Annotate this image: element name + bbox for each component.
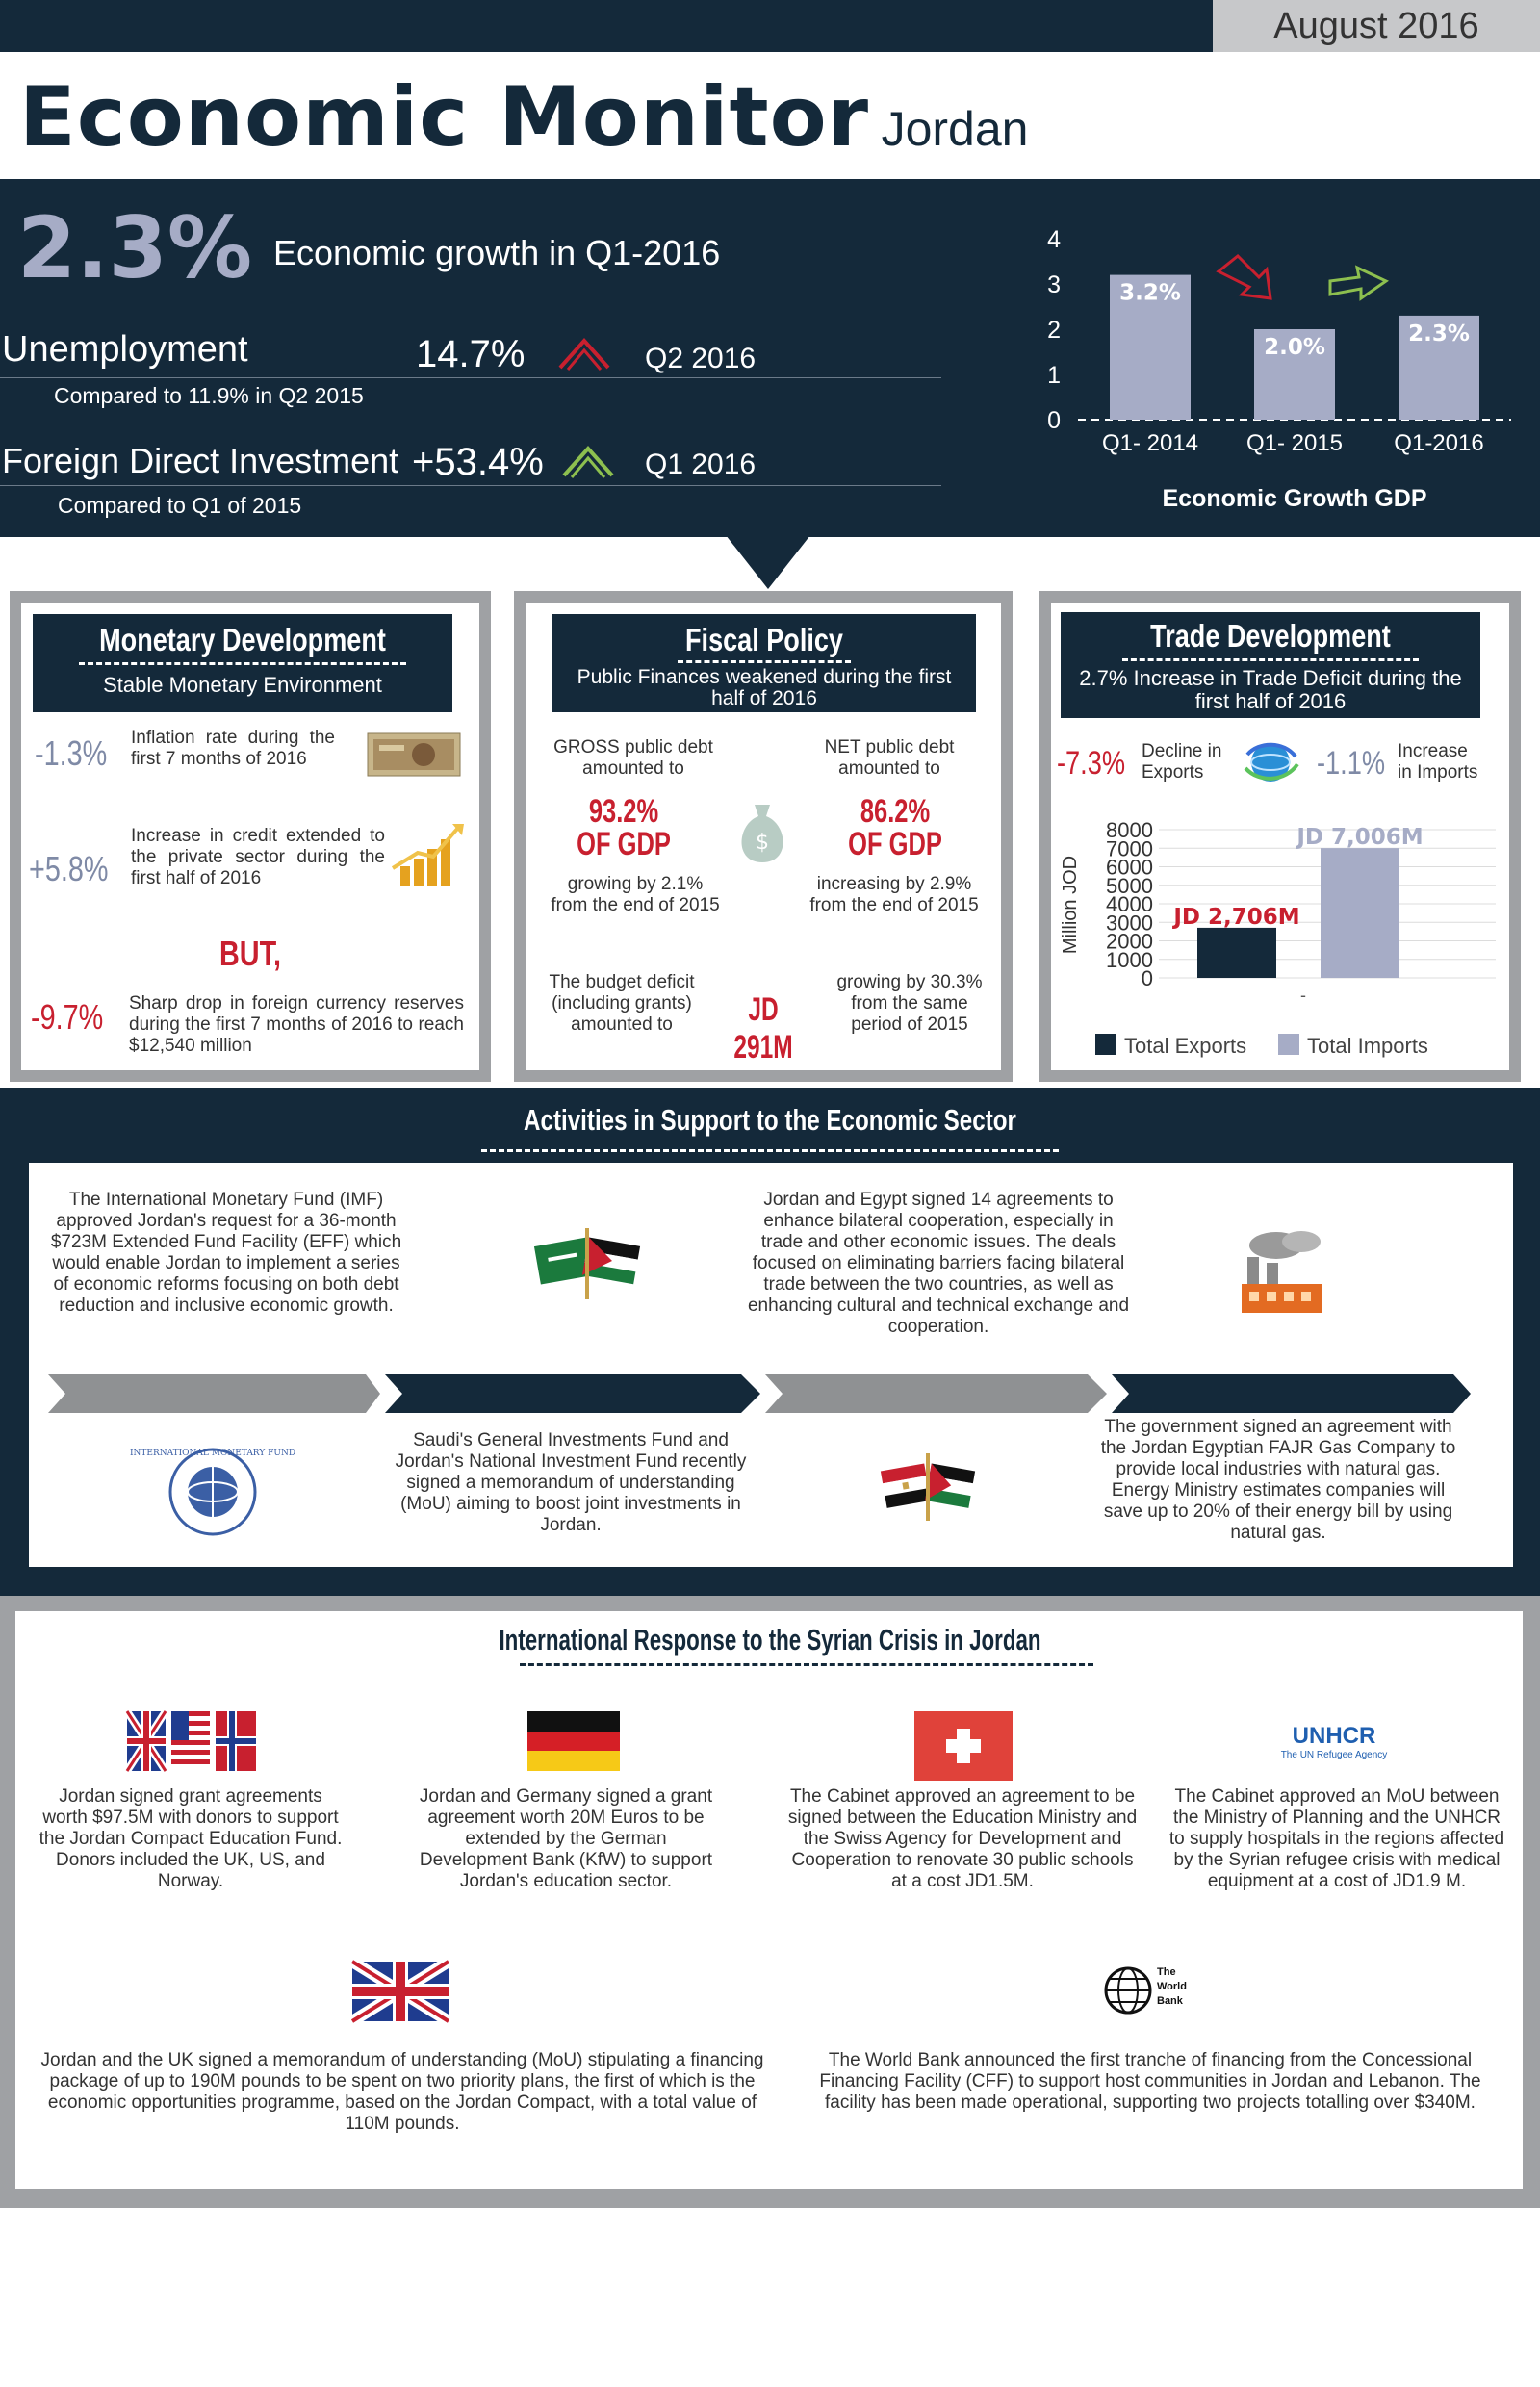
right-arrow-green-shape bbox=[1330, 268, 1386, 298]
exports-change: -7.3% bbox=[1057, 745, 1126, 782]
inflation-value: -1.3% bbox=[35, 733, 108, 773]
but-label: BUT, bbox=[219, 934, 281, 973]
response-donors-text: Jordan signed grant agreements worth $97.5M with donors to support the Jordan Compact Education Fund. Donors included the UK, US, and Norway. bbox=[38, 1786, 343, 1891]
germany-flag-icon bbox=[527, 1711, 620, 1771]
gdp-category-label: Q1- 2015 bbox=[1245, 430, 1344, 456]
gross-debt-unit: OF GDP bbox=[577, 826, 671, 862]
gross-debt-value bbox=[539, 795, 708, 860]
deficit-label: The budget deficit (including grants) amounted to bbox=[549, 972, 695, 1035]
fdi-compare: Compared to Q1 of 2015 bbox=[58, 493, 302, 518]
unemployment-divider bbox=[0, 377, 941, 378]
title-country: Jordan bbox=[881, 102, 1029, 156]
gdp-ytick-label: 2 bbox=[1047, 317, 1061, 344]
activity-imf-text: The International Monetary Fund (IMF) approved Jordan's request for a 36-month $723M Extended Fund Facility (EFF) which would enable Jordan to implement a series of economic reforms focusing on both debt reduction and inclusive economic growth. bbox=[50, 1190, 402, 1316]
trade-bar-label: JD 7,006M bbox=[1296, 825, 1424, 851]
gross-debt-percent: 93.2% bbox=[588, 793, 659, 830]
monetary-subtitle: Stable Monetary Environment bbox=[103, 673, 382, 697]
gross-debt-growth: growing by 2.1% from the end of 2015 bbox=[551, 874, 720, 915]
trade-ytick-label: 2000 bbox=[1106, 929, 1153, 954]
fdi-period: Q1 2016 bbox=[645, 449, 757, 480]
response-title-dash bbox=[520, 1663, 1093, 1666]
deficit-value: JD 291M bbox=[733, 991, 793, 1065]
gdp-category-label: Q1-2016 bbox=[1394, 430, 1484, 456]
rising-chart-icon bbox=[389, 820, 466, 887]
imf-logo-text: INTERNATIONAL MONETARY FUND bbox=[129, 1449, 296, 1458]
gdp-growth-chart bbox=[1040, 218, 1540, 527]
wb-line-2: World bbox=[1157, 1981, 1187, 1992]
trade-legend-label: Total Exports bbox=[1124, 1034, 1247, 1058]
gdp-ytick-label: 0 bbox=[1047, 407, 1061, 434]
globe-icon bbox=[1240, 735, 1301, 785]
unhcr-logo bbox=[1267, 1723, 1401, 1760]
net-debt-unit: OF GDP bbox=[848, 826, 942, 862]
response-swiss-text: The Cabinet approved an agreement to be signed between the Education Ministry and the Swiss Agency for Development and Cooperation to renovate 30 public schools at a cost JD1.5M. bbox=[787, 1786, 1138, 1891]
right-arrow-green-icon bbox=[1330, 268, 1386, 298]
gdp-bar-label: 3.2% bbox=[1119, 280, 1181, 306]
unemployment-label: Unemployment bbox=[2, 329, 248, 370]
trade-ytick-label: 5000 bbox=[1106, 873, 1153, 898]
wb-line-1: The bbox=[1157, 1966, 1176, 1978]
inflation-text: Inflation rate during the first 7 months of 2016 bbox=[131, 728, 335, 769]
activities-title: Activities in Support to the Economic Sector bbox=[524, 1103, 1016, 1137]
trade-ytick-label: 3000 bbox=[1106, 911, 1153, 936]
unhcr-logo-tagline: The UN Refugee Agency bbox=[1280, 1750, 1388, 1760]
response-title: International Response to the Syrian Crisis in Jordan bbox=[499, 1623, 1041, 1656]
response-germany-text: Jordan and Germany signed a grant agreement worth 20M Euros to be extended by the German Development Bank (KfW) to support Jordan's education sector. bbox=[419, 1786, 713, 1891]
gdp-bar-label: 2.0% bbox=[1264, 335, 1325, 360]
report-date: August 2016 bbox=[1273, 6, 1479, 46]
egypt-jordan-flags-icon bbox=[882, 1450, 974, 1523]
trade-bar bbox=[1197, 928, 1276, 978]
response-worldbank-text: The World Bank announced the first tranche of financing from the Concessional Financing Facility (CFF) to support host communities in Jordan and Lebanon. The facility has been made operational, supporting two projects totalling over $340M. bbox=[819, 2050, 1481, 2113]
gdp-ytick-label: 1 bbox=[1047, 362, 1061, 389]
response-unhcr-text: The Cabinet approved an MoU between the Ministry of Planning and the UNHCR to supply hospitals in the regions affected by the Syrian refugee crisis with medical equipment at a cost of JD1.9 M. bbox=[1168, 1786, 1505, 1891]
net-debt-label: NET public debt amounted to bbox=[824, 737, 955, 779]
top-bar bbox=[0, 0, 1213, 52]
trade-legend-swatch bbox=[1095, 1034, 1116, 1055]
unemployment-value: 14.7% bbox=[416, 333, 526, 375]
unemployment-period: Q2 2016 bbox=[645, 343, 757, 374]
net-debt-growth: increasing by 2.9% from the end of 2015 bbox=[809, 874, 979, 915]
fiscal-header bbox=[552, 614, 976, 712]
fdi-divider bbox=[0, 485, 941, 486]
trade-ytick-label: 7000 bbox=[1106, 836, 1153, 861]
world-bank-globe-icon bbox=[1103, 1965, 1153, 2015]
imports-change: -1.1% bbox=[1317, 745, 1386, 782]
money-bag-icon bbox=[733, 795, 791, 864]
reserves-value: -9.7% bbox=[31, 997, 104, 1037]
date-box bbox=[1213, 0, 1540, 52]
fiscal-subtitle: Public Finances weakened during the first half of 2016 bbox=[577, 666, 952, 709]
gdp-bar-label: 2.3% bbox=[1408, 321, 1470, 346]
trade-bar bbox=[1321, 848, 1399, 978]
credit-value: +5.8% bbox=[29, 849, 109, 888]
activity-gas-text: The government signed an agreement with the Jordan Egyptian FAJR Gas Company to provide local industries with natural gas. Energy Ministry estimates companies will save up to 20% of their energy bill by using natural gas. bbox=[1100, 1417, 1456, 1543]
up-arrow-green-icon bbox=[560, 441, 616, 479]
down-arrow-red-icon bbox=[1219, 256, 1270, 298]
trade-category-label: - bbox=[1300, 986, 1306, 1005]
trade-title: Trade Development bbox=[1150, 618, 1391, 654]
saudi-jordan-flags-icon bbox=[535, 1224, 641, 1301]
growth-value: 2.3% bbox=[17, 198, 253, 297]
gdp-ytick-label: 3 bbox=[1047, 271, 1061, 298]
imf-logo bbox=[129, 1444, 296, 1540]
up-arrow-red-icon bbox=[556, 333, 612, 372]
world-bank-wordmark bbox=[1157, 1965, 1187, 2009]
panel-pointer bbox=[726, 535, 810, 589]
fdi-label: Foreign Direct Investment bbox=[2, 441, 399, 480]
exports-text: Decline in Exports bbox=[1142, 741, 1222, 783]
trade-legend-label: Total Imports bbox=[1307, 1034, 1428, 1058]
credit-text: Increase in credit extended to the private sector during the first half of 2016 bbox=[131, 826, 385, 888]
gdp-ytick-label: 4 bbox=[1047, 226, 1061, 253]
svg-text:$: $ bbox=[756, 831, 769, 855]
wb-line-3: Bank bbox=[1157, 1995, 1183, 2007]
deficit-growth: growing by 30.3% from the same period of 2015 bbox=[836, 972, 983, 1035]
gdp-chart-title: Economic Growth GDP bbox=[1162, 485, 1427, 512]
world-bank-logo bbox=[1103, 1964, 1209, 2017]
trade-ylabel: Million JOD bbox=[1060, 855, 1081, 955]
unemployment-compare: Compared to 11.9% in Q2 2015 bbox=[54, 383, 364, 408]
trade-legend-swatch bbox=[1278, 1034, 1299, 1055]
trade-ytick-label: 0 bbox=[1141, 966, 1153, 990]
trade-ytick-label: 1000 bbox=[1106, 947, 1153, 972]
fiscal-title: Fiscal Policy bbox=[685, 622, 843, 657]
monetary-title: Monetary Development bbox=[99, 622, 386, 657]
down-arrow-red-shape bbox=[1219, 256, 1270, 298]
page-title bbox=[19, 69, 1521, 175]
timeline-arrows bbox=[48, 1367, 1473, 1421]
reserves-text: Sharp drop in foreign currency reserves during the first 7 months of 2016 to reach $12,540 million bbox=[129, 993, 464, 1056]
imports-text: Increase in Imports bbox=[1398, 741, 1478, 783]
activity-egypt-text: Jordan and Egypt signed 14 agreements to enhance bilateral cooperation, especially in trade and other economic issues. The deals focused on eliminating barriers facing bilateral trade between the two countries, as well as enhancing cultural and technical exchange and cooperation. bbox=[747, 1190, 1130, 1337]
fdi-value: +53.4% bbox=[412, 441, 544, 483]
trade-ytick-label: 6000 bbox=[1106, 855, 1153, 880]
gross-debt-label: GROSS public debt amounted to bbox=[553, 737, 713, 779]
uk-flag-icon bbox=[352, 1962, 449, 2021]
unhcr-logo-text: UNHCR bbox=[1292, 1723, 1376, 1749]
response-uk-text: Jordan and the UK signed a memorandum of understanding (MoU) stipulating a financing package of up to 190M pounds to be spent on two priority plans, the first of which is the economic opportunities programme, based on the Jordan Compact, with a total value of 110M pounds. bbox=[40, 2050, 764, 2134]
trade-header bbox=[1061, 612, 1480, 718]
activity-saudi-text: Saudi's General Investments Fund and Jordan's National Investment Fund recently signed a memorandum of understanding (MoU) aiming to boost joint investments in Jordan. bbox=[395, 1430, 747, 1535]
activities-title-dash bbox=[481, 1149, 1059, 1152]
net-debt-value bbox=[810, 795, 980, 860]
banknote-icon bbox=[366, 724, 462, 782]
switzerland-flag-icon bbox=[914, 1711, 1013, 1781]
uk-us-norway-flags-icon bbox=[127, 1711, 256, 1771]
net-debt-percent: 86.2% bbox=[860, 793, 931, 830]
trade-chart bbox=[1053, 808, 1505, 1068]
factory-icon bbox=[1238, 1228, 1330, 1315]
gdp-category-label: Q1- 2014 bbox=[1101, 430, 1199, 456]
growth-label: Economic growth in Q1-2016 bbox=[273, 233, 721, 272]
trade-ytick-label: 8000 bbox=[1106, 818, 1153, 842]
trade-subtitle: 2.7% Increase in Trade Deficit during the first half of 2016 bbox=[1079, 666, 1462, 713]
monetary-header bbox=[33, 614, 452, 712]
trade-bar-label: JD 2,706M bbox=[1173, 904, 1300, 930]
title-main: Economic Monitor bbox=[19, 69, 870, 166]
trade-ytick-label: 4000 bbox=[1106, 892, 1153, 916]
